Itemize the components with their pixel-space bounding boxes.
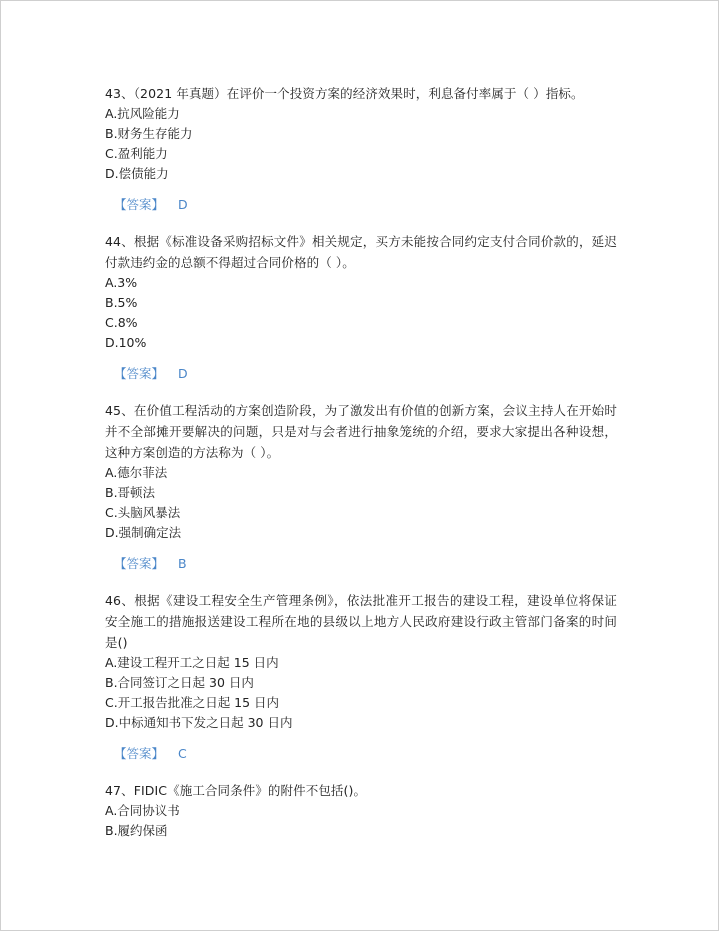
option-c: C.盈利能力 [105, 146, 168, 161]
spacer [105, 574, 617, 590]
answer-value: C [178, 746, 187, 761]
answer-line [114, 554, 617, 574]
question-44 [105, 231, 617, 384]
option-a: A.合同协议书 [105, 803, 180, 818]
answer-label: 【答案】 [114, 556, 165, 571]
option-c: C.头脑风暴法 [105, 505, 181, 520]
option-b: B.哥顿法 [105, 485, 156, 500]
answer-line [114, 195, 617, 215]
question-text: 44、根据《标准设备采购招标文件》相关规定，买方未能按合同约定支付合同价款的，延迟付款违约金的总额不得超过合同价格的（ ）。 [105, 234, 617, 270]
spacer [105, 215, 617, 231]
option-c: C.8% [105, 315, 138, 330]
option-a: A.抗风险能力 [105, 106, 180, 121]
question-43 [105, 83, 617, 215]
question-list [105, 83, 617, 841]
question-text: 45、在价值工程活动的方案创造阶段，为了激发出有价值的创新方案，会议主持人在开始时并不全部摊开要解决的问题，只是对与会者进行抽象笼统的介绍，要求大家提出各种设想，这种方案创造的方法称为（ ）。 [105, 403, 617, 460]
option-b: B.5% [105, 295, 138, 310]
question-46 [105, 590, 617, 764]
answer-label: 【答案】 [114, 746, 165, 761]
option-b: B.合同签订之日起 30 日内 [105, 675, 254, 690]
option-c: C.开工报告批准之日起 15 日内 [105, 695, 280, 710]
question-text: 43、（2021 年真题）在评价一个投资方案的经济效果时，利息备付率属于（ ）指标。 [105, 86, 584, 101]
option-d: D.10% [105, 335, 147, 350]
answer-label: 【答案】 [114, 197, 165, 212]
question-45 [105, 400, 617, 574]
option-a: A.德尔菲法 [105, 465, 168, 480]
option-a: A.3% [105, 275, 138, 290]
answer-line [114, 364, 617, 384]
option-a: A.建设工程开工之日起 15 日内 [105, 655, 279, 670]
spacer [105, 764, 617, 780]
answer-line [114, 744, 617, 764]
option-b: B.财务生存能力 [105, 126, 193, 141]
answer-value: D [178, 366, 188, 381]
question-text: 46、根据《建设工程安全生产管理条例》，依法批准开工报告的建设工程，建设单位将保证安全施工的措施报送建设工程所在地的县级以上地方人民政府建设行政主管部门备案的时间是() [105, 593, 617, 650]
option-d: D.偿债能力 [105, 166, 169, 181]
question-text: 47、FIDIC《施工合同条件》的附件不包括()。 [105, 783, 367, 798]
option-d: D.强制确定法 [105, 525, 182, 540]
answer-value: D [178, 197, 188, 212]
answer-label: 【答案】 [114, 366, 165, 381]
option-b: B.履约保函 [105, 823, 168, 838]
answer-value: B [178, 556, 187, 571]
spacer [105, 384, 617, 400]
option-d: D.中标通知书下发之日起 30 日内 [105, 715, 293, 730]
question-47 [105, 780, 617, 841]
